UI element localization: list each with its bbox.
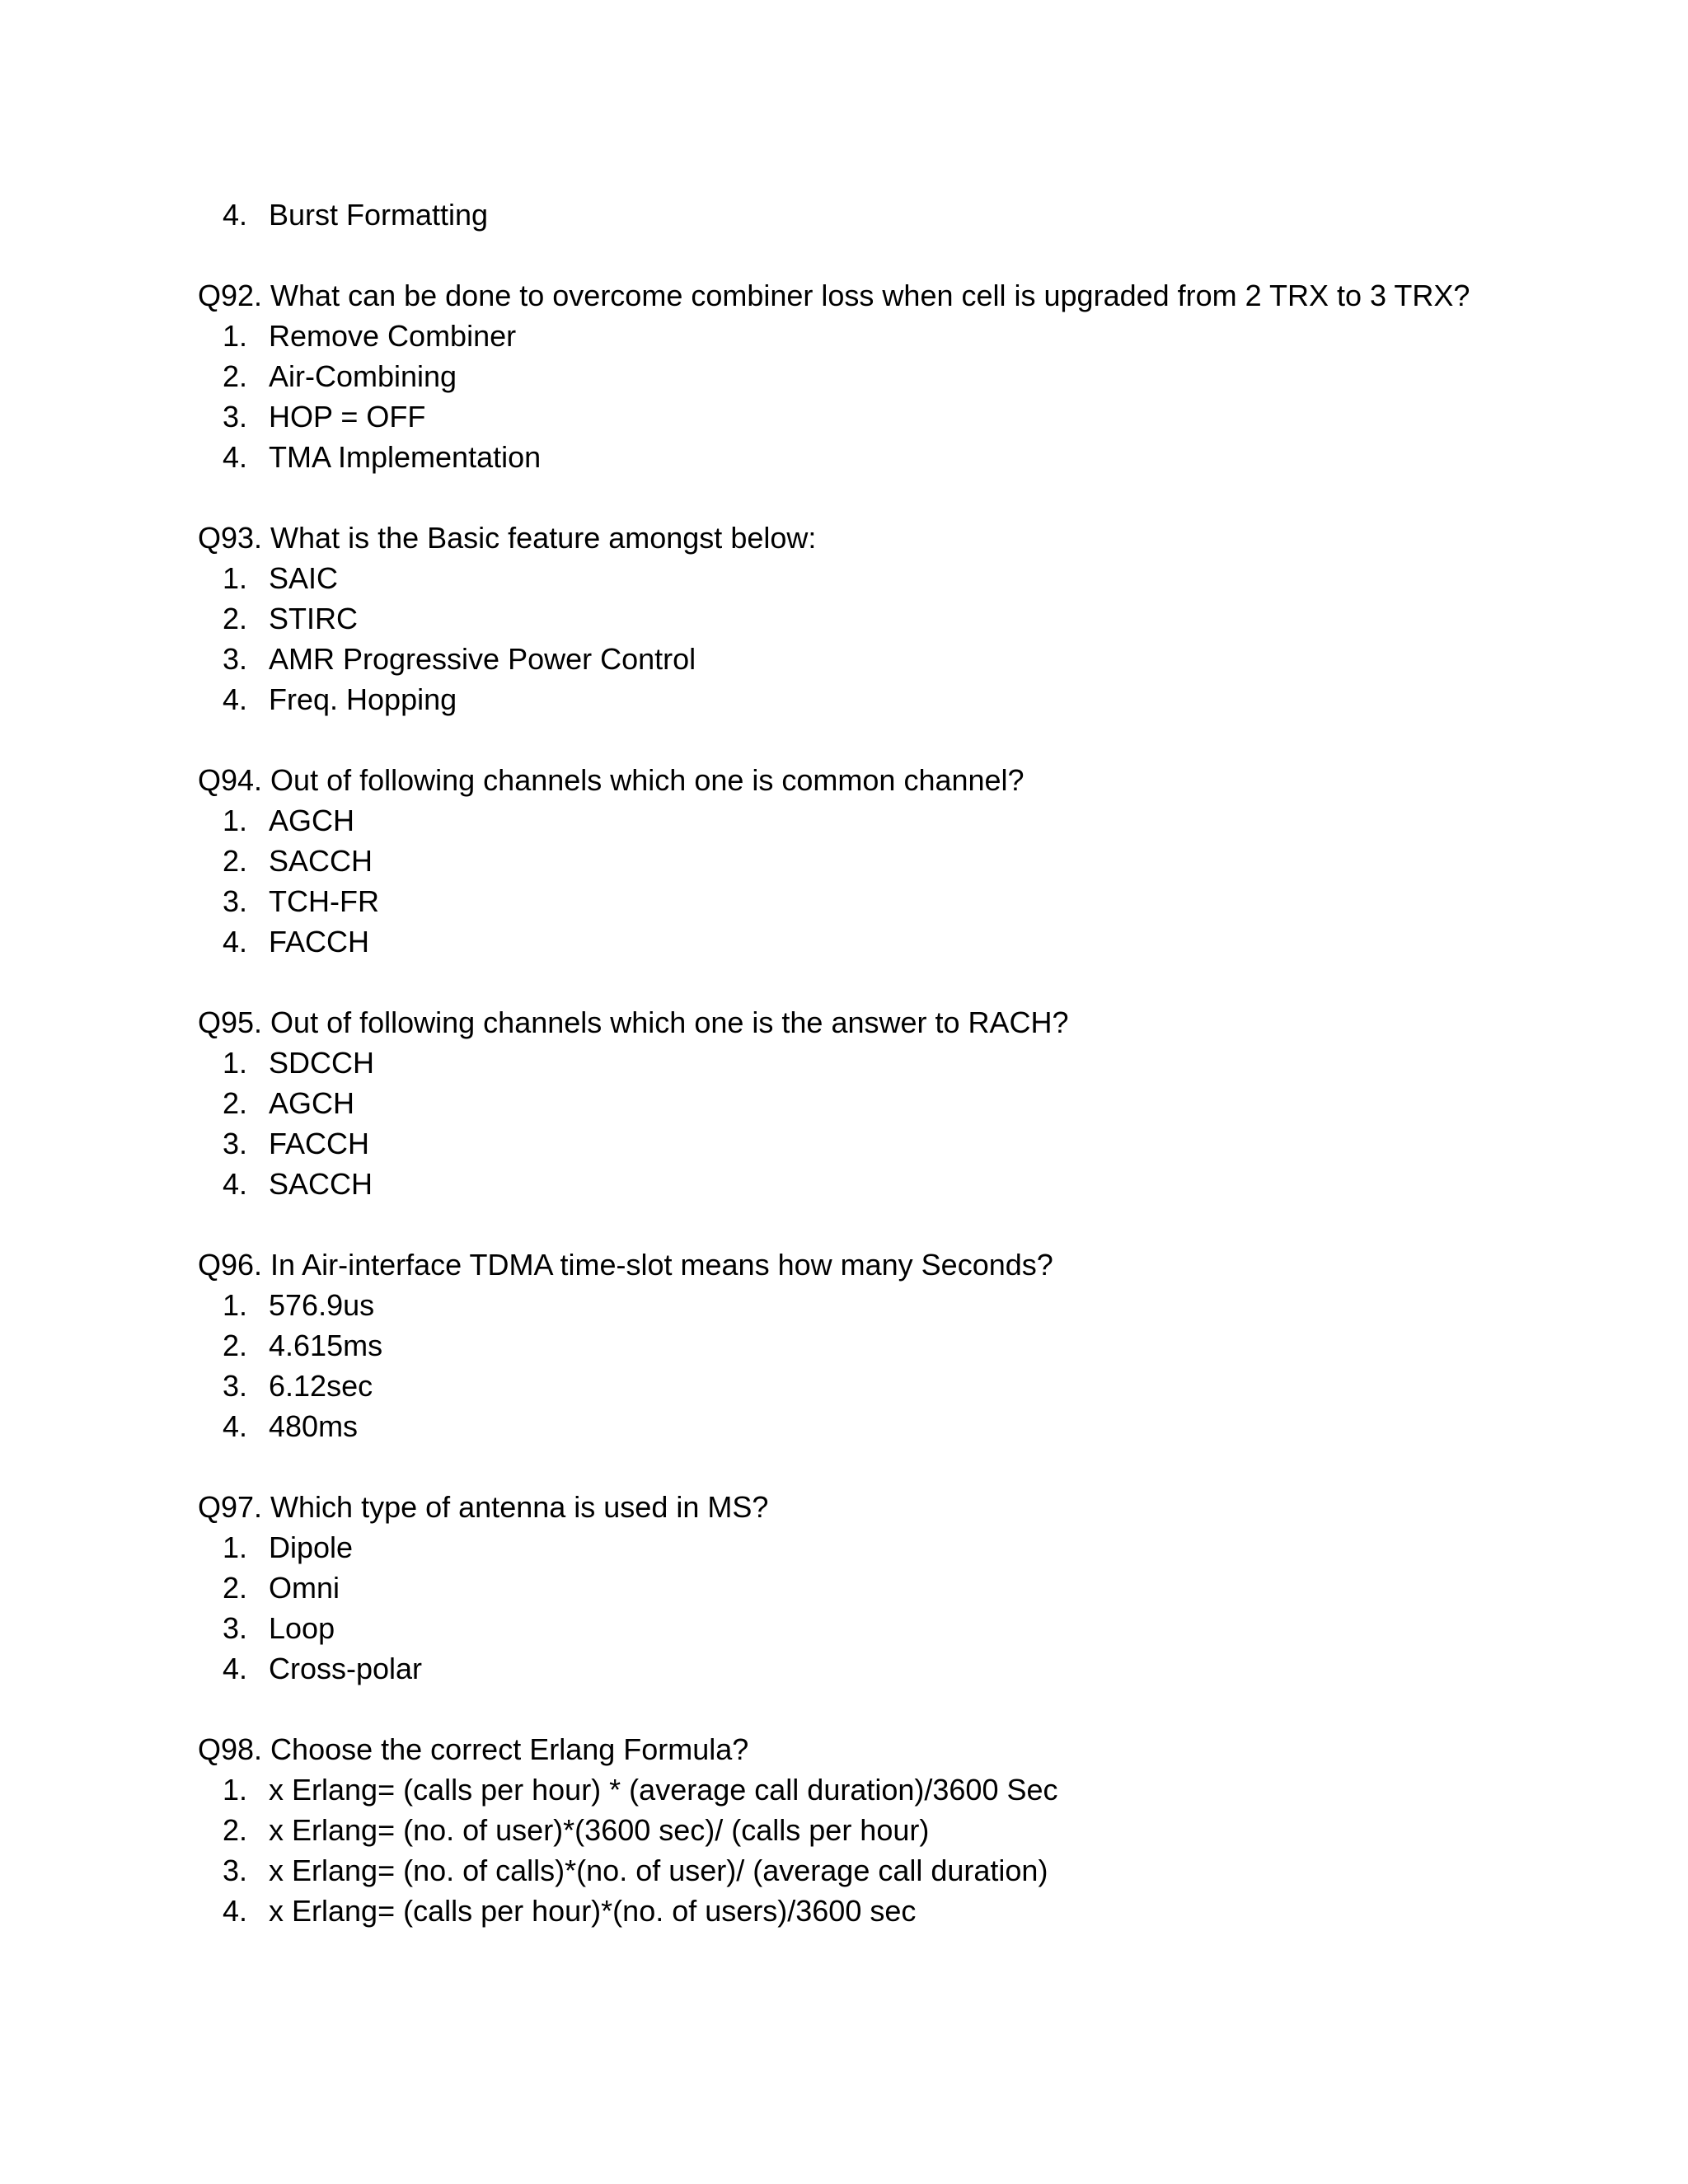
list-item [198, 1043, 1517, 1083]
question-text: Q96. In Air-interface TDMA time-slot means how many Seconds? [198, 1248, 1053, 1282]
list-item [198, 800, 1517, 841]
option-text: Loop [269, 1611, 335, 1645]
option-text: TMA Implementation [269, 440, 542, 474]
option-number: 4. [222, 198, 247, 232]
option-text: x Erlang= (no. of user)*(3600 sec)/ (calls per hour) [269, 1813, 930, 1847]
option-number: 4. [222, 925, 247, 958]
list-item [198, 921, 1517, 962]
list-item [198, 1648, 1517, 1689]
option-text: AMR Progressive Power Control [269, 642, 696, 676]
option-text: TCH-FR [269, 884, 379, 918]
option-number: 2. [222, 359, 247, 393]
option-number: 1. [222, 1773, 247, 1807]
list-item [198, 1850, 1517, 1891]
option-number: 1. [222, 561, 247, 595]
question-list [198, 194, 1517, 1931]
option-number: 4. [222, 1652, 247, 1685]
option-number: 4. [222, 1167, 247, 1201]
list-item [198, 194, 1517, 235]
question-text: Q92. What can be done to overcome combiner loss when cell is upgraded from 2 TRX to 3 TRX? [198, 279, 1470, 312]
list-item [198, 1164, 1517, 1204]
option-text: AGCH [269, 804, 355, 837]
option-text: Air-Combining [269, 359, 457, 393]
option-number: 3. [222, 1611, 247, 1645]
option-text: Burst Formatting [269, 198, 489, 232]
option-number: 1. [222, 1046, 247, 1080]
option-number: 4. [222, 440, 247, 474]
list-item [198, 1285, 1517, 1325]
option-number: 4. [222, 682, 247, 716]
list-item [198, 1769, 1517, 1810]
list-item [198, 396, 1517, 437]
option-text: SAIC [269, 561, 339, 595]
option-number: 2. [222, 1813, 247, 1847]
list-item [198, 356, 1517, 396]
option-number: 2. [222, 1329, 247, 1362]
question-text: Q93. What is the Basic feature amongst below: [198, 521, 817, 555]
option-number: 2. [222, 1086, 247, 1120]
option-text: Cross-polar [269, 1652, 423, 1685]
option-text: STIRC [269, 602, 358, 635]
question-block-q92 [198, 275, 1517, 477]
option-text: 6.12sec [269, 1369, 373, 1403]
list-item [198, 679, 1517, 719]
list-item [198, 639, 1517, 679]
list-item [198, 316, 1517, 356]
option-number: 1. [222, 804, 247, 837]
list-item [198, 841, 1517, 881]
question-block-q98 [198, 1729, 1517, 1931]
option-text: x Erlang= (calls per hour) * (average call duration)/3600 Sec [269, 1773, 1058, 1807]
list-item [198, 881, 1517, 921]
option-text: 4.615ms [269, 1329, 383, 1362]
question-block-q94 [198, 760, 1517, 962]
question-text: Q97. Which type of antenna is used in MS? [198, 1490, 769, 1524]
list-item [198, 1083, 1517, 1123]
option-text: AGCH [269, 1086, 355, 1120]
question-text: Q94. Out of following channels which one is common channel? [198, 763, 1025, 797]
list-item [198, 1891, 1517, 1931]
option-text: Omni [269, 1571, 340, 1605]
list-item [198, 437, 1517, 477]
option-text: HOP = OFF [269, 400, 426, 434]
question-text: Q95. Out of following channels which one is the answer to RACH? [198, 1005, 1069, 1039]
list-item [198, 1406, 1517, 1446]
option-number: 4. [222, 1409, 247, 1443]
question-block-q95 [198, 1002, 1517, 1204]
list-item [198, 1568, 1517, 1608]
option-number: 3. [222, 400, 247, 434]
option-text: FACCH [269, 925, 370, 958]
question-text: Q98. Choose the correct Erlang Formula? [198, 1732, 749, 1766]
option-number: 1. [222, 1288, 247, 1322]
option-number: 3. [222, 884, 247, 918]
option-number: 2. [222, 602, 247, 635]
option-text: x Erlang= (calls per hour)*(no. of users)/3600 sec [269, 1894, 917, 1928]
option-number: 3. [222, 1854, 247, 1887]
option-number: 4. [222, 1894, 247, 1928]
question-block-q93 [198, 518, 1517, 719]
list-item [198, 1810, 1517, 1850]
list-item [198, 558, 1517, 598]
option-text: SACCH [269, 1167, 373, 1201]
list-item [198, 1123, 1517, 1164]
list-item [198, 1527, 1517, 1568]
list-item [198, 1325, 1517, 1366]
option-text: 576.9us [269, 1288, 375, 1322]
option-text: SDCCH [269, 1046, 375, 1080]
option-number: 3. [222, 1369, 247, 1403]
option-text: Remove Combiner [269, 319, 517, 353]
list-item [198, 598, 1517, 639]
option-number: 2. [222, 1571, 247, 1605]
list-item [198, 1366, 1517, 1406]
option-text: 480ms [269, 1409, 359, 1443]
question-block-q96 [198, 1244, 1517, 1446]
option-text: Freq. Hopping [269, 682, 457, 716]
option-number: 2. [222, 844, 247, 878]
option-number: 3. [222, 642, 247, 676]
option-text: Dipole [269, 1530, 354, 1564]
option-number: 1. [222, 1530, 247, 1564]
option-text: SACCH [269, 844, 373, 878]
option-text: FACCH [269, 1127, 370, 1160]
option-number: 3. [222, 1127, 247, 1160]
option-number: 1. [222, 319, 247, 353]
option-text: x Erlang= (no. of calls)*(no. of user)/ (average call duration) [269, 1854, 1048, 1887]
list-item [198, 1608, 1517, 1648]
question-block-q97 [198, 1487, 1517, 1689]
